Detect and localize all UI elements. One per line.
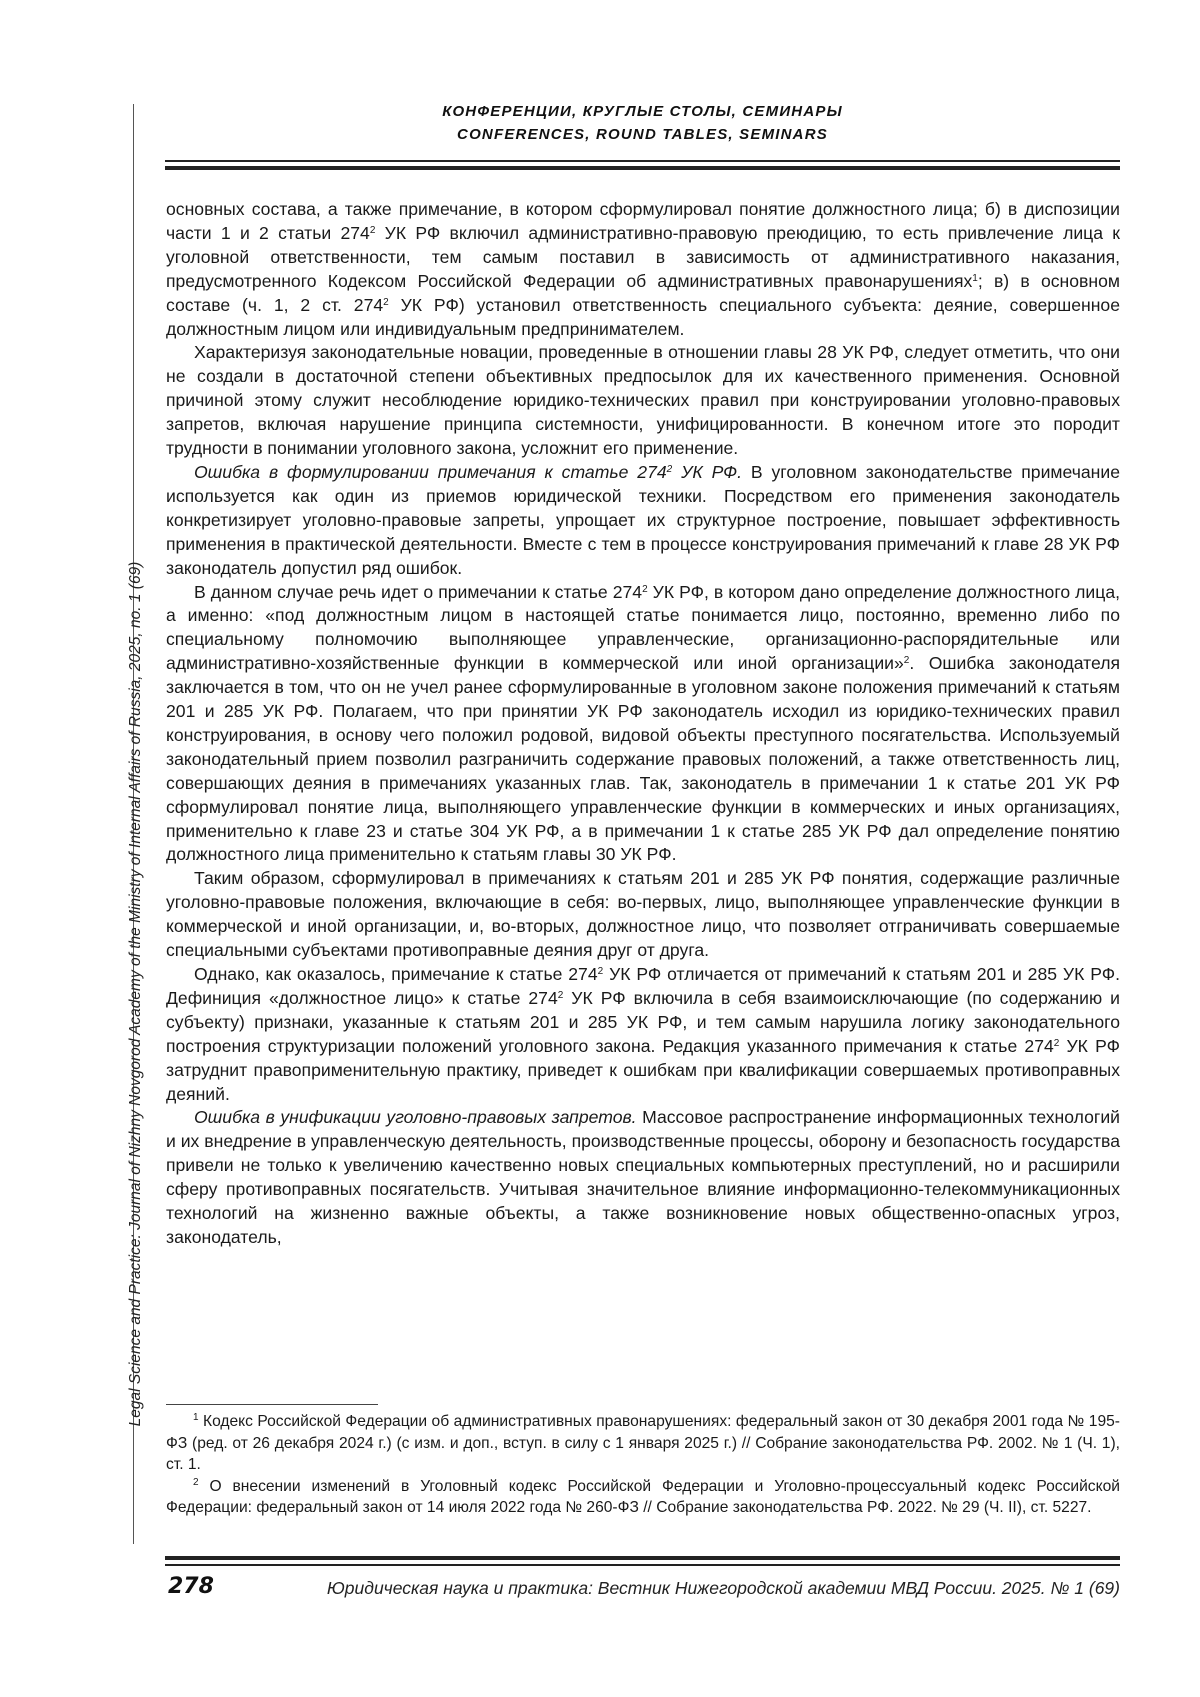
section-header-russian: КОНФЕРЕНЦИИ, КРУГЛЫЕ СТОЛЫ, СЕМИНАРЫ [442, 103, 843, 120]
header-rule-thick [165, 166, 1120, 170]
footnote-ref: 2 [369, 224, 376, 236]
footnote-separator [166, 1404, 378, 1405]
text-run: УК РФ. [672, 461, 742, 482]
text-run: . Ошибка законодателя заключается в том, что он не учел ранее сформулированные в уголовном законе положения примечаний к статьям 201 и 285 УК РФ. Полагаем, что при принятии УК РФ законодатель исходил из юридико-технических правил конструирования, в основу чего положил родовой, видовой объекты преступного посягательства. Используемый законодательный прием позволил разграничить содержание правовых положений, а также ответственность лиц, совершающих деяния в примечаниях указанных глав. Так, законодатель в примечании 1 к статье 201 УК РФ сформулировал понятие лица, выполняющего управленческие функции в коммерческих и иных организациях, применительно к главе 23 и статье 304 УК РФ, а в примечании 1 к статье 285 УК РФ дал определение понятию должностного лица применительно к статьям главы 30 УК РФ. [166, 653, 1120, 865]
footnote-ref: 1 [972, 272, 978, 284]
header-rule-thin [165, 160, 1120, 162]
text-run: УК РФ) установил ответственность специального субъекта: деяние, совершенное должностным лицом или индивидуальным предпринимателем. [166, 294, 1120, 339]
page-number: 278 [168, 1574, 214, 1599]
text-run: УК РФ отличается от примечаний к статьям 201 и 285 УК РФ. Дефиниция «должностное лицо» к статье 274 [166, 964, 1120, 1008]
journal-footer-title: Юридическая наука и практика: Вестник Нижегородской академии МВД России. 2025. № 1 (69) [326, 1578, 1120, 1598]
text-run: В данном случае речь идет о примечании к статье 274 [194, 581, 643, 602]
footnote [166, 1476, 1120, 1519]
footer-rule-thin [165, 1564, 1120, 1566]
text-run: Ошибка в формулировании примечания к статье 274 [194, 461, 667, 482]
text-run: УК РФ затруднит правоприменительную практику, приведет к ошибкам при квалификации совершаемых противоправных деяний. [166, 1035, 1120, 1104]
footnote-ref: 2 [642, 583, 648, 595]
body-paragraph [166, 963, 1120, 1106]
body-paragraph [166, 581, 1120, 868]
footnote-ref: 2 [597, 966, 604, 977]
text-run: ; в) в основном составе (ч. 1, 2 ст. 274 [166, 270, 1120, 315]
text-run: Характеризуя законодательные новации, проведенные в отношении главы 28 УК РФ, следует отметить, что они не создали в достаточной степени объективных предпосылок для их качественного применения. Основной причиной этому служит несоблюдение юридико-технических правил при конструировании уголовно-правовых запретов, включая нарушение принципа системности, унифицированности. В конечном итоге это породит трудности в понимании уголовного закона, усложнит его применение. [166, 342, 1120, 459]
body-paragraph [166, 341, 1120, 461]
text-run: УК РФ включила в себя взаимоисключающие (по содержанию и субъекту) признаки, указанные к статьям 201 и 285 УК РФ, и тем самым нарушила логику законодательного построения структуризации положений уголовного закона. Редакция указанного примечания к статье 274 [166, 987, 1120, 1056]
text-run: Массовое распространение информационных технологий и их внедрение в управленческую деятельность, производственные процессы, оборону и безопасность государства привели не только к увеличению качественно новых специальных компьютерных преступлений, но и расширили сферу противоправных посягательств. Учитывая значительное влияние информационно-телекоммуникационных технологий на жизненно важные объекты, а также возникновение новых общественно-опасных угроз, законодатель, [166, 1107, 1120, 1247]
footnote-ref: 2 [666, 463, 673, 475]
body-paragraph [166, 867, 1120, 963]
footnote-ref: 2 [903, 655, 910, 667]
footnote [166, 1411, 1120, 1476]
section-header [165, 100, 1120, 146]
text-run: В уголовном законодательстве примечание используется как один из приемов юридической техники. Посредством его применения законодатель конкретизирует уголовно-правовые запреты, упрощает их структурное построение, повышает эффективность применения в практической деятельности. Вместе с тем в процессе конструирования примечаний к главе 28 УК РФ законодатель допустил ряд ошибок. [166, 461, 1120, 578]
body-paragraph [166, 1106, 1120, 1249]
text-run: Однако, как оказалось, примечание к статье 274 [194, 964, 598, 984]
footnote-ref: 2 [1053, 1037, 1060, 1049]
footnote-ref: 2 [383, 296, 389, 308]
body-paragraph [166, 198, 1120, 341]
text-run: УК РФ включил административно-правовую преюдицию, то есть привлечение лица к уголовной ответственности, тем самым поставил в зависимость от административного наказания, предусмотренного Кодексом Российской Федерации об административных правонарушениях [166, 222, 1120, 291]
section-header-english: CONFERENCES, ROUND TABLES, SEMINARS [457, 126, 828, 143]
text-run: УК РФ, в котором дано определение должностного лица, а именно: «под должностным лицом в настоящей статье понимается лицо, постоянно, временно либо по специальному полномочию выполняющее управленческие, организационно-распорядительные или административно-хозяйственные функции в коммерческой или иной организации» [166, 581, 1120, 674]
footnote-number: 1 [193, 1412, 199, 1423]
footnote-text: О внесении изменений в Уголовный кодекс Российской Федерации и Уголовно-процессуальный кодекс Российской Федерации: федеральный закон от 14 июля 2022 года № 260-ФЗ // Собрание законодательства РФ. 2022. № 29 (Ч. II), ст. 5227. [166, 1477, 1120, 1516]
footnotes [166, 1411, 1120, 1519]
article-body [166, 198, 1120, 1250]
footnote-ref: 2 [557, 989, 564, 1001]
text-run: Таким образом, сформулировал в примечаниях к статьям 201 и 285 УК РФ понятия, содержащие различные уголовно-правовые положения, включающие в себя: во-первых, лицо, выполняющее управленческие функции в коммерческой и иной организации, и, во-вторых, должностное лицо, что позволяет отграничивать совершаемые специальными субъектами противоправные деяния друг от друга. [166, 868, 1120, 961]
body-paragraph [166, 461, 1120, 581]
journal-side-caption: Legal Science and Practice: Journal of Nizhny Novgorod Academy of the Ministry of Internal Affairs of Russia, 2025, no. 1 (69) [127, 561, 144, 1427]
footer-rule-thick [165, 1556, 1120, 1560]
text-run: Ошибка в унификации уголовно-правовых запретов. [194, 1107, 637, 1128]
footnote-text: Кодекс Российской Федерации об административных правонарушениях: федеральный закон от 30 декабря 2001 года № 195-ФЗ (ред. от 26 декабря 2024 г.) (с изм. и доп., вступ. в силу с 1 января 2025 г.) // Собрание законодательства РФ. 2002. № 1 (Ч. 1), ст. 1. [166, 1413, 1120, 1473]
text-run: основных состава, а также примечание, в котором сформулировал понятие должностного лица; б) в диспозиции части 1 и 2 статьи 274 [166, 199, 1120, 243]
footnote-number: 2 [193, 1476, 199, 1488]
